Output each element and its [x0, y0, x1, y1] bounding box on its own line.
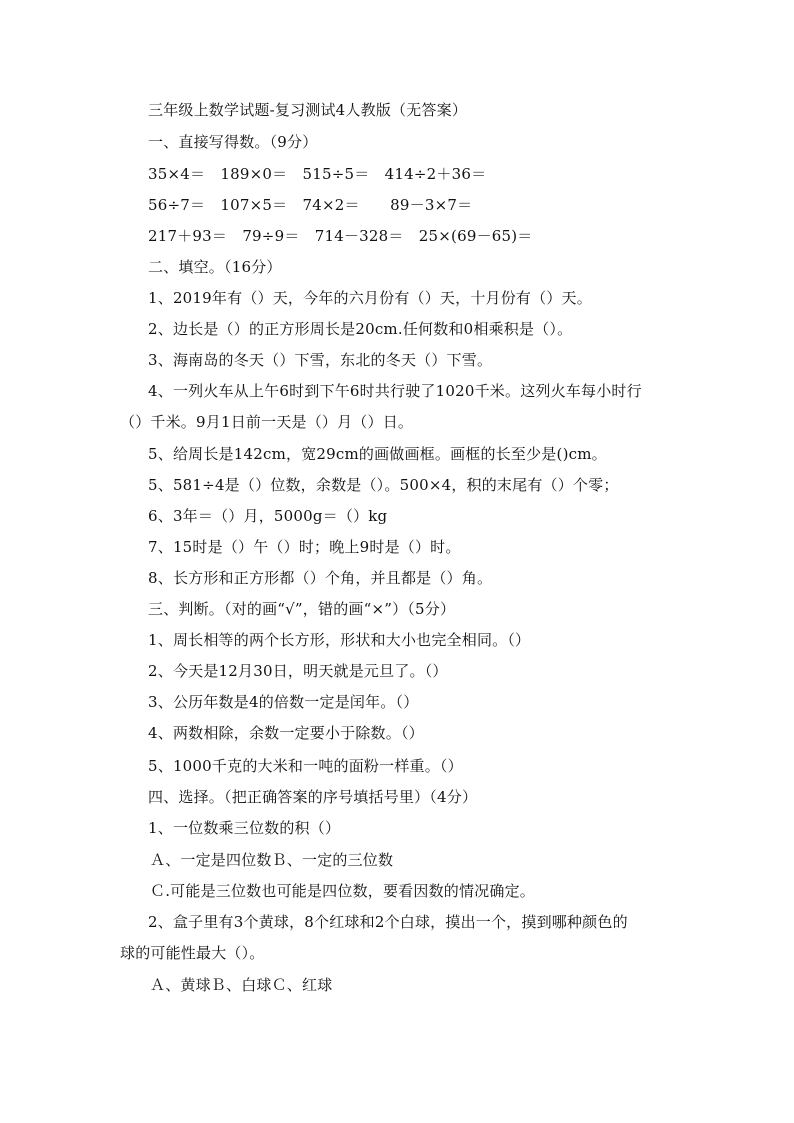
fill-item-3: 3、海南岛的冬天（）下雪，东北的冬天（）下雪。: [148, 351, 493, 369]
choice-q2-continued: 球的可能性最大（）。: [120, 944, 265, 962]
choice-q1-options-ab: Ａ、一定是四位数Ｂ、一定的三位数: [150, 851, 394, 869]
choice-q2: 2、盒子里有3个黄球，8个红球和2个白球，摸出一个，摸到哪种颜色的: [148, 913, 628, 931]
arithmetic-row-1: 35×4＝ 189×0＝ 515÷5＝ 414÷2＋36＝: [148, 165, 487, 183]
arithmetic-row-3: 217＋93＝ 79÷9＝ 714－328＝ 25×(69－65)＝: [148, 227, 533, 245]
fill-item-8: 8、长方形和正方形都（）个角，并且都是（）角。: [148, 569, 493, 587]
judge-item-5: 5、1000千克的大米和一吨的面粉一样重。（）: [148, 757, 463, 775]
fill-item-1: 1、2019年有（）天，今年的六月份有（）天，十月份有（）天。: [148, 289, 592, 307]
judge-item-1: 1、周长相等的两个长方形，形状和大小也完全相同。（）: [148, 631, 531, 649]
choice-q1: 1、一位数乘三位数的积（）: [148, 819, 341, 837]
fill-item-4-continued: （）千米。9月1日前一天是（）月（）日。: [120, 413, 414, 431]
choice-q1-option-c: Ｃ.可能是三位数也可能是四位数，要看因数的情况确定。: [150, 882, 535, 900]
fill-item-7: 7、15时是（）午（）时；晚上9时是（）时。: [148, 538, 461, 556]
judge-item-4: 4、两数相除，余数一定要小于除数。（）: [148, 724, 424, 742]
judge-item-3: 3、公历年数是4的倍数一定是闰年。（）: [148, 693, 419, 711]
choice-q2-options: Ａ、黄球Ｂ、白球Ｃ、红球: [150, 976, 333, 994]
fill-item-5a: 5、给周长是142cm，宽29cm的画做画框。画框的长至少是()cm。: [148, 445, 607, 463]
fill-item-4: 4、一列火车从上午6时到下午6时共行驶了1020千米。这列火车每小时行: [148, 382, 642, 400]
judge-item-2: 2、今天是12月30日，明天就是元旦了。（）: [148, 662, 448, 680]
section4-heading: 四、选择。（把正确答案的序号填括号里）（4分）: [148, 788, 478, 806]
section1-heading: 一、直接写得数。（9分）: [148, 133, 318, 151]
document-title: 三年级上数学试题-复习测试4人教版（无答案）: [148, 101, 468, 119]
fill-item-2: 2、边长是（）的正方形周长是20cm.任何数和0相乘积是（）。: [148, 320, 573, 338]
fill-item-5b: 5、581÷4是（）位数，余数是（）。500×4，积的末尾有（）个零；: [148, 476, 619, 494]
section3-heading: 三、判断。（对的画“√”，错的画“×”）（5分）: [148, 600, 456, 618]
section2-heading: 二、填空。（16分）: [148, 258, 282, 276]
arithmetic-row-2: 56÷7＝ 107×5＝ 74×2＝ 89－3×7＝: [148, 196, 473, 214]
fill-item-6: 6、3年＝（）月，5000g＝（）kg: [148, 507, 388, 525]
